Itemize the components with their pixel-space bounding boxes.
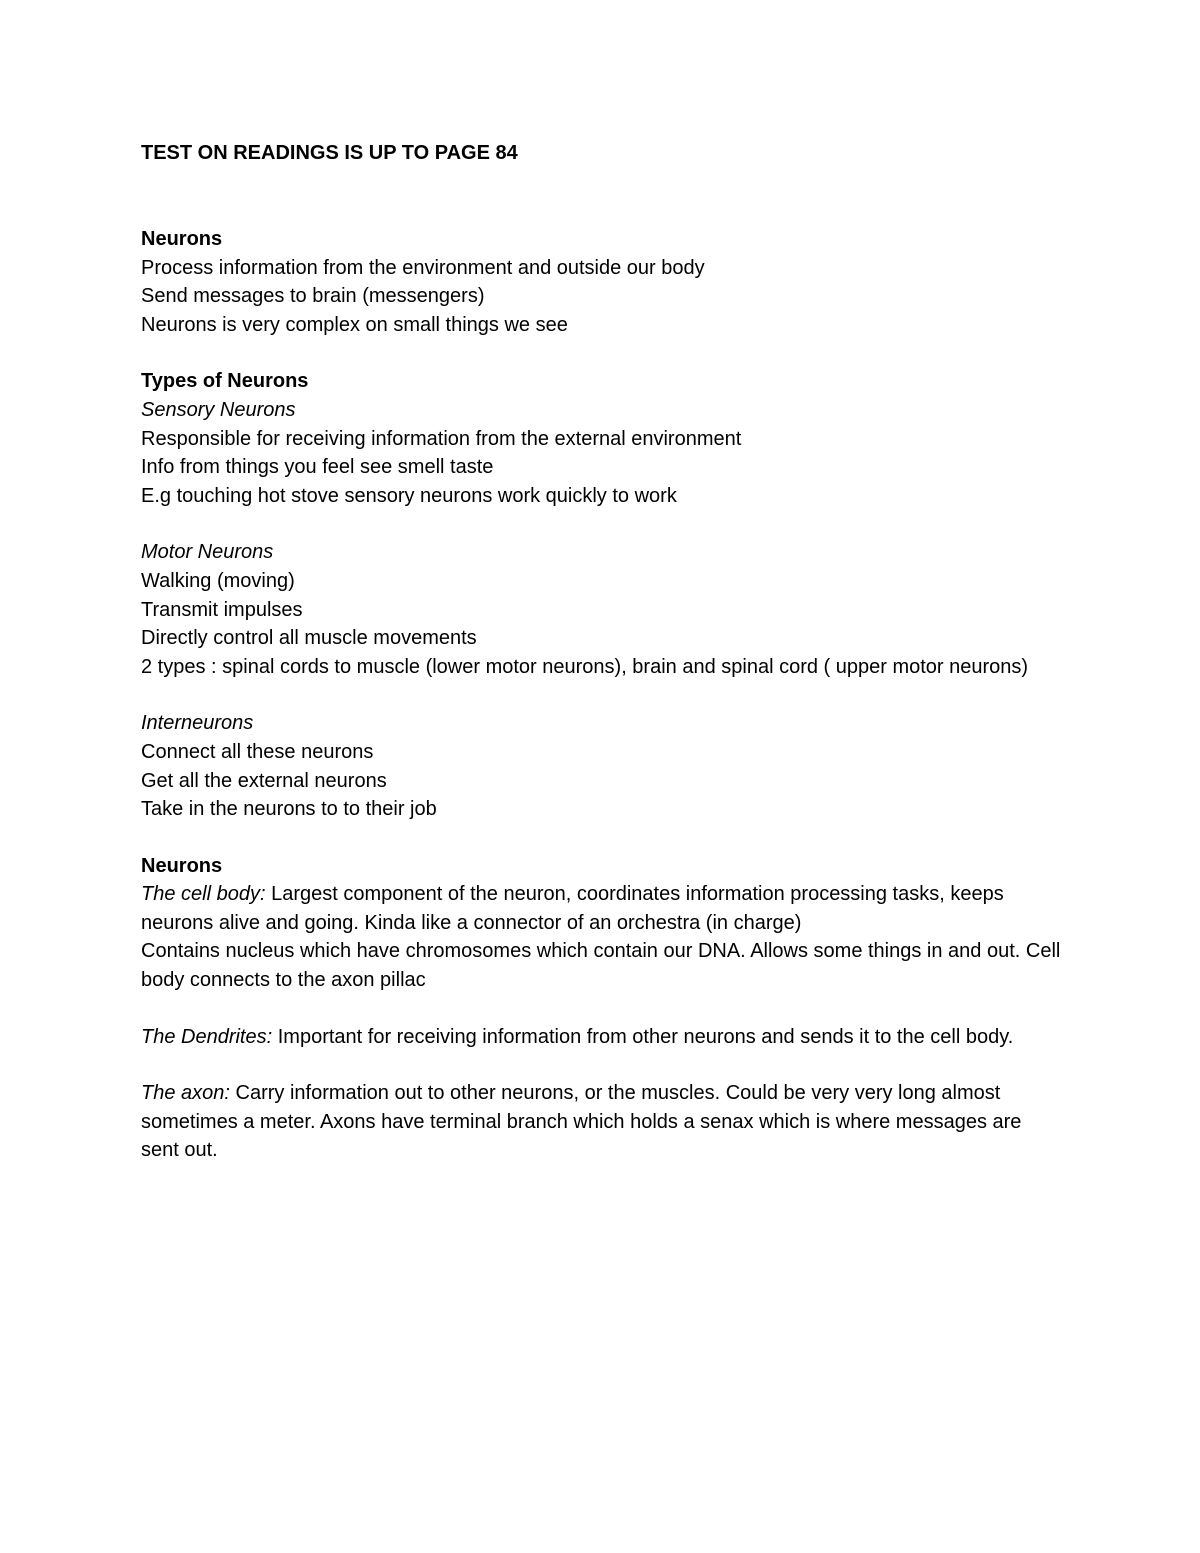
motor-line: Walking (moving) — [141, 569, 295, 592]
sensory-line: E.g touching hot stove sensory neurons work quickly to work — [141, 484, 677, 507]
spacer — [141, 681, 1061, 709]
term-axon: The axon: — [141, 1082, 230, 1105]
cell-body-paragraph — [141, 880, 1061, 937]
term-cell-body: The cell body: — [141, 883, 266, 906]
dendrites-text: Important for receiving information from other neurons and sends it to the cell body. — [272, 1025, 1014, 1048]
interneurons-line: Get all the external neurons — [141, 769, 387, 792]
document-page — [141, 139, 1061, 1165]
axon-paragraph — [141, 1079, 1061, 1165]
spacer — [141, 995, 1061, 1023]
spacer — [141, 168, 1061, 225]
subheading-interneurons: Interneurons — [141, 712, 254, 735]
cell-body-extra: Contains nucleus which have chromosomes which contain our DNA. Allows some things in and out. Cell body connects to the axon pillac — [141, 940, 1061, 992]
subheading-motor: Motor Neurons — [141, 541, 274, 564]
sensory-line: Responsible for receiving information from the external environment — [141, 427, 742, 450]
section-heading-neurons: Neurons — [141, 228, 223, 250]
section-heading-neuron-parts: Neurons — [141, 854, 223, 877]
dendrites-paragraph — [141, 1023, 1061, 1052]
document-title: TEST ON READINGS IS UP TO PAGE 84 — [141, 142, 518, 164]
neurons-line: Neurons is very complex on small things we see — [141, 313, 568, 336]
neurons-line: Send messages to brain (messengers) — [141, 285, 485, 308]
spacer — [141, 510, 1061, 538]
motor-line: 2 types : spinal cords to muscle (lower motor neurons), brain and spinal cord ( upper motor neurons) — [141, 655, 1029, 678]
motor-line: Directly control all muscle movements — [141, 627, 477, 650]
interneurons-line: Connect all these neurons — [141, 740, 374, 763]
interneurons-line: Take in the neurons to to their job — [141, 798, 437, 821]
neurons-line: Process information from the environment and outside our body — [141, 256, 705, 279]
section-heading-types: Types of Neurons — [141, 370, 309, 393]
sensory-line: Info from things you feel see smell taste — [141, 456, 494, 479]
subheading-sensory: Sensory Neurons — [141, 398, 296, 421]
motor-line: Transmit impulses — [141, 598, 303, 621]
spacer — [141, 1051, 1061, 1079]
spacer — [141, 824, 1061, 852]
axon-text: Carry information out to other neurons, or the muscles. Could be very very long almost sometimes a meter. Axons have terminal branch which holds a senax which is where messages are sent out. — [141, 1082, 1022, 1162]
term-dendrites: The Dendrites: — [141, 1025, 273, 1048]
spacer — [141, 339, 1061, 367]
cell-body-text: Largest component of the neuron, coordinates information processing tasks, keeps neurons alive and going. Kinda like a connector of an orchestra (in charge) — [141, 883, 1004, 934]
